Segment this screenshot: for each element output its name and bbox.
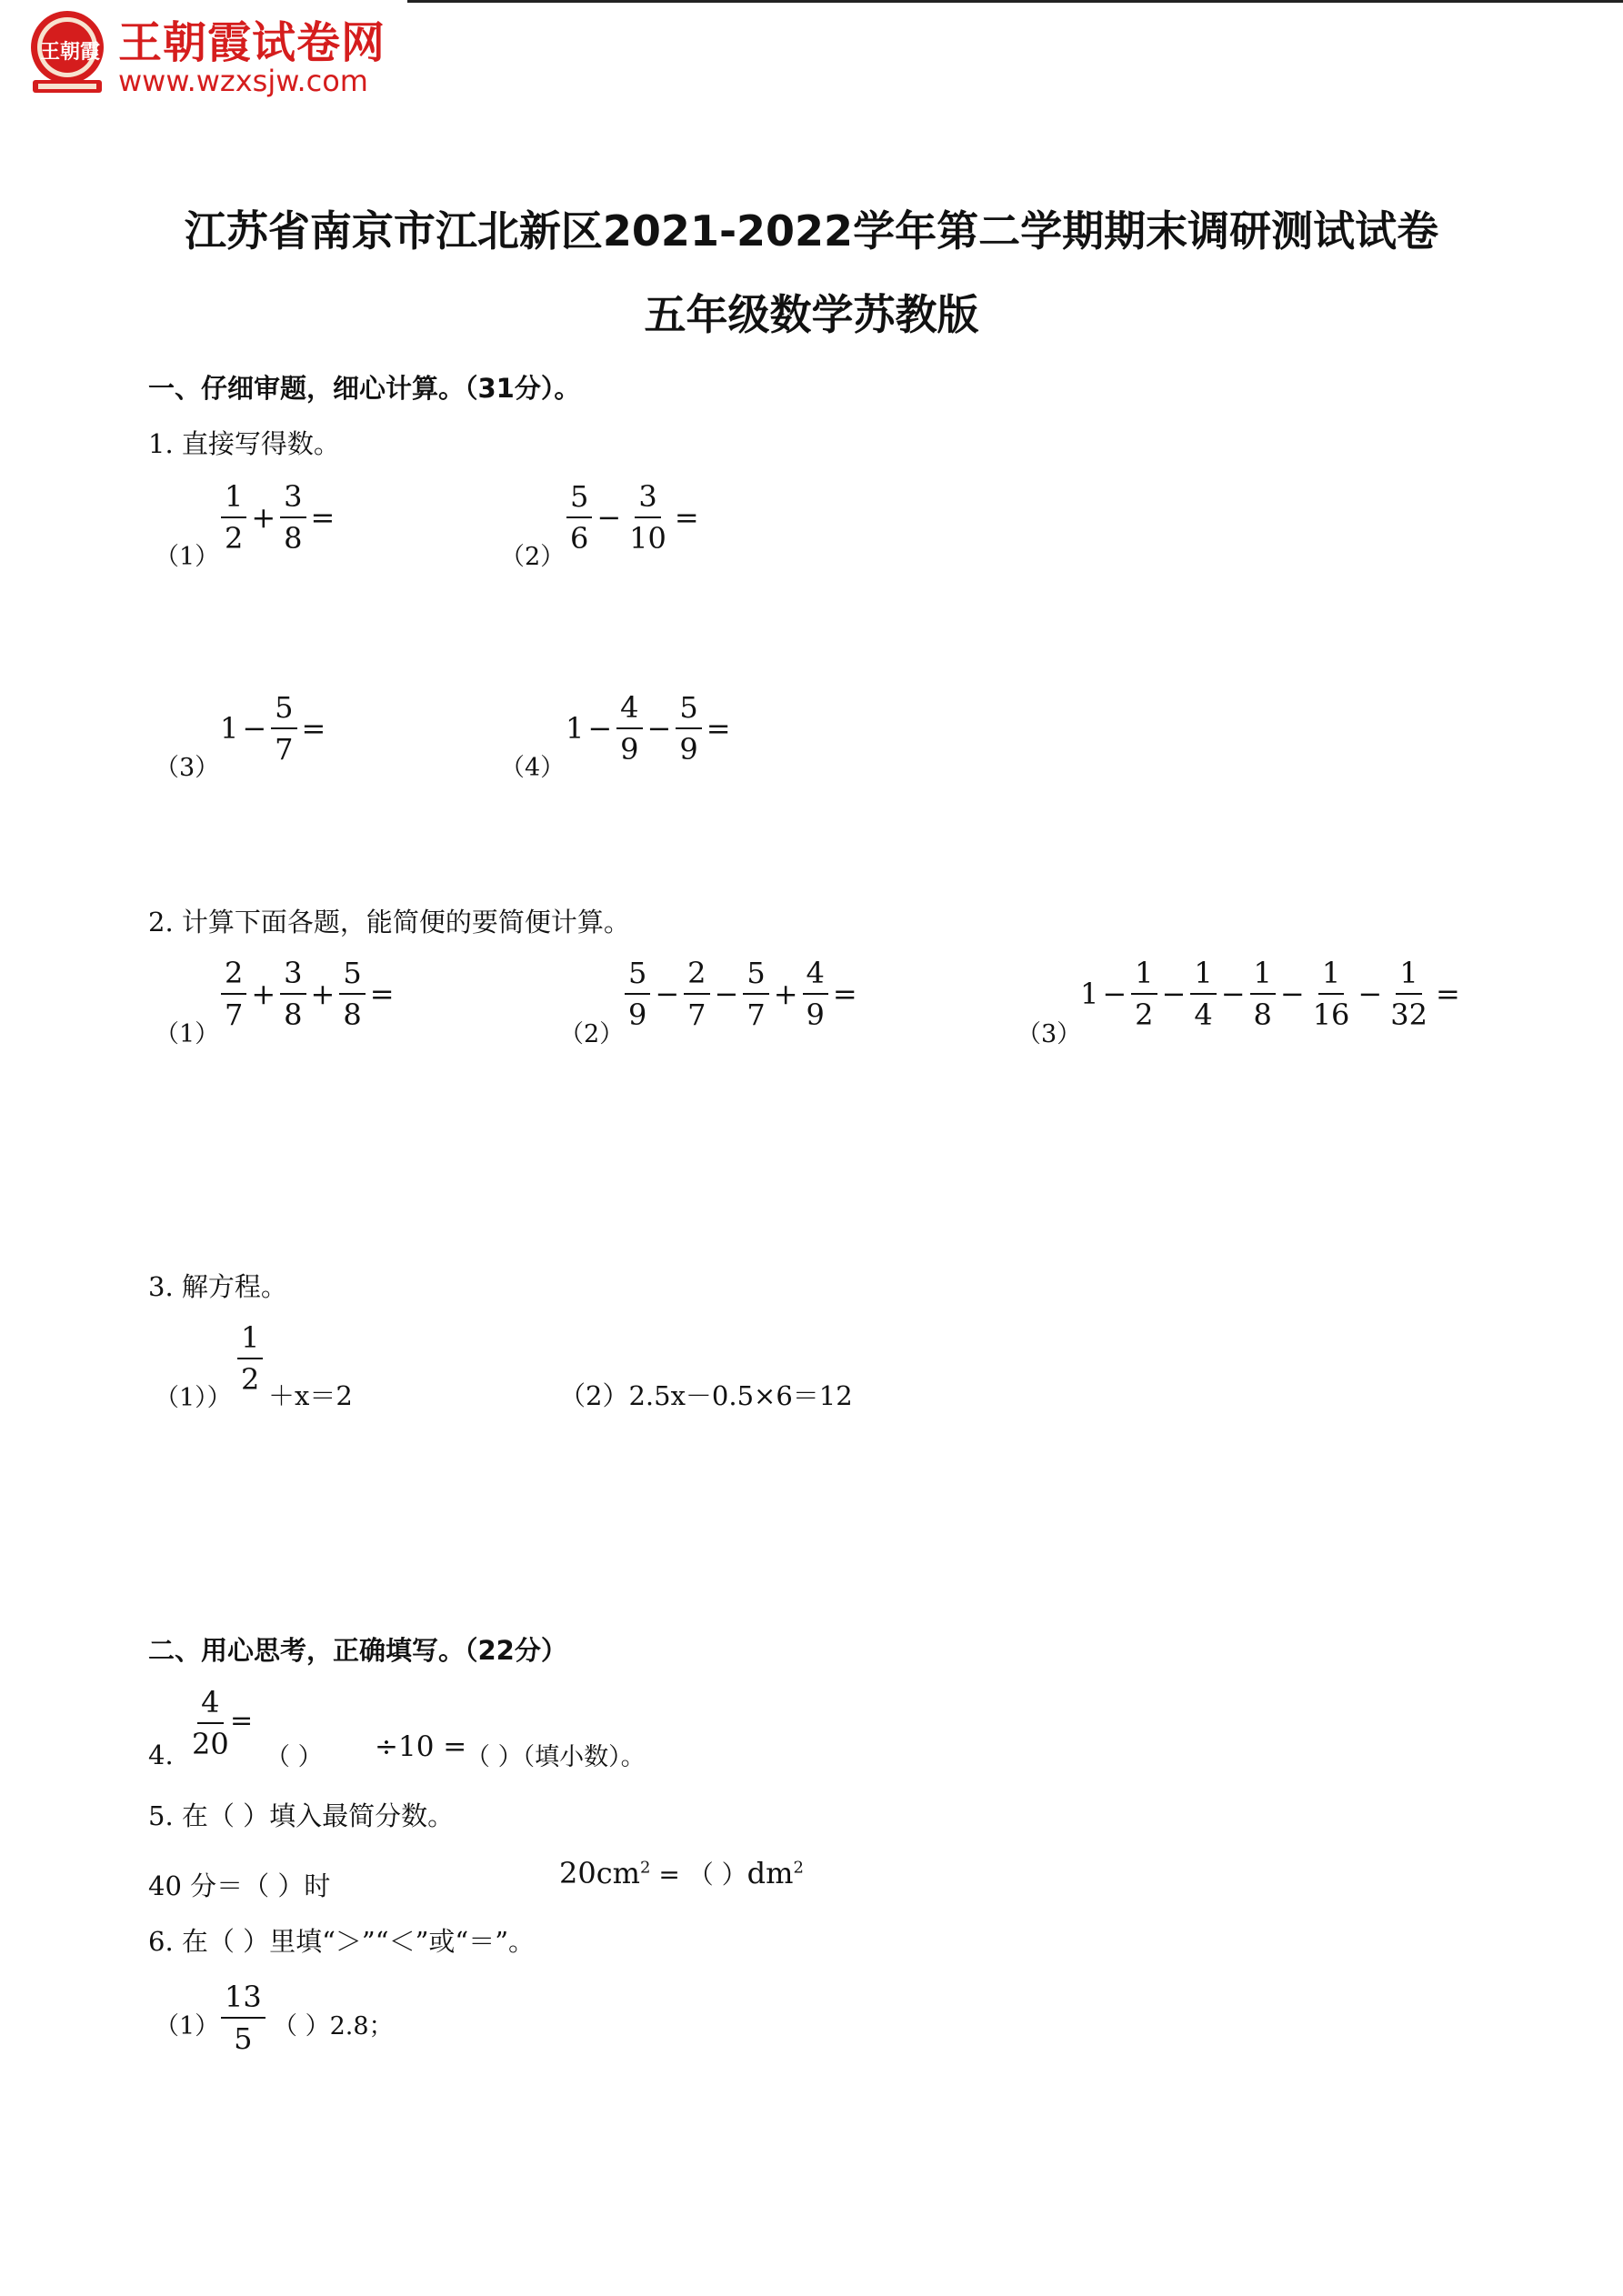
q5-b-sup: 2 — [639, 1858, 651, 1878]
denominator: 10 — [629, 521, 666, 556]
fraction — [1250, 956, 1276, 1032]
operator: + — [310, 977, 336, 1011]
fraction — [625, 956, 650, 1032]
q6-prompt: 6. 在（ ）里填“＞”“＜”或“＝”。 — [148, 1926, 536, 1957]
q4-divide: ÷10 = — [375, 1730, 467, 1763]
q2-item3-label: （3） — [1017, 1020, 1082, 1048]
operator: − — [714, 977, 739, 1011]
denominator: 2 — [241, 1362, 260, 1397]
operator: = — [310, 500, 336, 535]
numerator: 5 — [271, 693, 296, 729]
numerator: 1 — [1131, 958, 1157, 995]
operator: − — [596, 500, 622, 535]
operator: 1 — [1080, 977, 1099, 1011]
q5-item-a: 40 分＝（ ）时 — [148, 1870, 331, 1901]
denominator: 7 — [275, 732, 294, 767]
numerator: 4 — [197, 1688, 223, 1724]
logo-name: 王朝霞试卷网 — [118, 17, 386, 68]
operator: − — [587, 711, 613, 746]
denominator: 9 — [620, 732, 639, 767]
denominator: 2 — [1135, 998, 1154, 1032]
numerator: 3 — [280, 958, 306, 995]
fraction — [616, 690, 642, 767]
operator: − — [242, 711, 267, 746]
q2-item2-label: （2） — [559, 1020, 625, 1048]
fraction — [1131, 956, 1157, 1032]
fraction — [743, 956, 768, 1032]
operator: = — [369, 977, 395, 1011]
q1-item1-expr — [218, 479, 336, 556]
operator: = — [674, 500, 699, 535]
fraction — [221, 956, 246, 1032]
numerator: 2 — [684, 958, 709, 995]
numerator: 1 — [1396, 958, 1421, 995]
numerator: 13 — [221, 1982, 265, 2019]
q6-item1-frac — [218, 1980, 268, 2056]
numerator: 5 — [676, 693, 701, 729]
operator: − — [1279, 977, 1305, 1011]
operator: − — [1161, 977, 1187, 1011]
q4-number: 4. — [148, 1740, 174, 1770]
q3-item1-frac — [235, 1320, 265, 1397]
operator: 1 — [566, 711, 585, 746]
fraction — [271, 690, 296, 767]
q5-item-b — [559, 1855, 804, 1891]
q5-prompt: 5. 在（ ）填入最简分数。 — [148, 1800, 455, 1831]
operator: + — [773, 977, 798, 1011]
q2-item3-expr — [1078, 956, 1462, 1032]
numerator: 3 — [280, 482, 306, 518]
q5-b-blank: = （ ） — [650, 1860, 747, 1890]
operator: − — [655, 977, 680, 1011]
operator: + — [251, 500, 276, 535]
q6-item1-rest: （ ）2.8； — [273, 2012, 394, 2040]
q5-b-unit: dm — [746, 1856, 794, 1890]
q3-item1-label: （1）） — [155, 1384, 232, 1412]
q6-item1-label: （1） — [155, 2012, 220, 2040]
q3-item2: （2）2.5x－0.5×6＝12 — [559, 1380, 853, 1411]
q4-fraction — [185, 1685, 235, 1761]
fraction — [280, 479, 306, 556]
operator: − — [646, 711, 672, 746]
fraction — [280, 956, 306, 1032]
operator: 1 — [220, 711, 239, 746]
numerator: 1 — [1318, 958, 1344, 995]
q3-prompt: 3. 解方程。 — [148, 1271, 287, 1302]
denominator: 8 — [1253, 998, 1272, 1032]
operator: − — [1220, 977, 1246, 1011]
numerator: 5 — [743, 958, 768, 995]
page-subtitle: 五年级数学苏教版 — [644, 290, 979, 339]
fraction — [684, 956, 709, 1032]
operator: = — [1435, 977, 1460, 1011]
numerator: 1 — [237, 1323, 263, 1359]
q2-item1-expr — [218, 956, 396, 1032]
logo-seal-text: 王朝霞 — [40, 40, 101, 64]
denominator: 9 — [628, 998, 647, 1032]
operator: + — [251, 977, 276, 1011]
denominator: 20 — [192, 1727, 229, 1761]
fraction — [803, 956, 828, 1032]
fraction — [626, 479, 670, 556]
fraction — [676, 690, 701, 767]
denominator: 2 — [225, 521, 244, 556]
numerator: 4 — [803, 958, 828, 995]
fraction — [1309, 956, 1354, 1032]
denominator: 5 — [234, 2021, 253, 2056]
section2-heading: 二、用心思考，正确填写。（22分） — [148, 1635, 567, 1666]
q4-equals: = — [230, 1705, 254, 1737]
logo-url: www.wzxsjw.com — [118, 64, 368, 98]
q5-b-unit-sup: 2 — [793, 1858, 804, 1878]
denominator: 8 — [284, 521, 303, 556]
q4-blank1: （ ） — [265, 1743, 323, 1771]
numerator: 1 — [1250, 958, 1276, 995]
q2-item2-expr — [622, 956, 859, 1032]
denominator: 7 — [687, 998, 706, 1032]
denominator: 4 — [1194, 998, 1213, 1032]
q2-item1-label: （1） — [155, 1020, 220, 1048]
fraction — [566, 479, 592, 556]
denominator: 8 — [343, 998, 362, 1032]
fraction — [221, 1980, 265, 2056]
denominator: 32 — [1390, 998, 1428, 1032]
fraction — [1190, 956, 1216, 1032]
denominator: 16 — [1312, 998, 1350, 1032]
numerator: 5 — [339, 958, 365, 995]
numerator: 5 — [566, 482, 592, 518]
numerator: 1 — [221, 482, 246, 518]
numerator: 1 — [1190, 958, 1216, 995]
denominator: 9 — [806, 998, 825, 1032]
q3-item1-rest: ＋x＝2 — [268, 1380, 353, 1411]
q4-blank2: （ ）（填小数）。 — [466, 1743, 646, 1771]
operator: = — [301, 711, 326, 746]
numerator: 5 — [625, 958, 650, 995]
q1-item2-label: （2） — [500, 543, 566, 571]
q5-b-value: 20cm — [559, 1856, 640, 1890]
header-rule — [407, 0, 1623, 3]
operator: = — [706, 711, 731, 746]
fraction — [188, 1685, 233, 1761]
q1-item4-expr — [564, 690, 733, 767]
denominator: 7 — [746, 998, 766, 1032]
operator: − — [1102, 977, 1127, 1011]
operator: − — [1358, 977, 1383, 1011]
q1-item2-expr — [564, 479, 701, 556]
denominator: 6 — [570, 521, 589, 556]
fraction — [221, 479, 246, 556]
denominator: 9 — [679, 732, 698, 767]
q1-item1-label: （1） — [155, 543, 220, 571]
numerator: 2 — [221, 958, 246, 995]
q1-item3-expr — [218, 690, 327, 767]
operator: = — [832, 977, 857, 1011]
numerator: 4 — [616, 693, 642, 729]
denominator: 8 — [284, 998, 303, 1032]
q1-item4-label: （4） — [500, 754, 566, 782]
fraction — [339, 956, 365, 1032]
numerator: 3 — [635, 482, 660, 518]
fraction — [237, 1320, 263, 1397]
fraction — [1387, 956, 1431, 1032]
page-title: 江苏省南京市江北新区2021-2022学年第二学期期末调研测试试卷 — [184, 206, 1439, 256]
q1-item3-label: （3） — [155, 754, 220, 782]
q2-prompt: 2. 计算下面各题，能简便的要简便计算。 — [148, 907, 630, 937]
denominator: 7 — [225, 998, 244, 1032]
q1-prompt: 1. 直接写得数。 — [148, 428, 340, 459]
section1-heading: 一、仔细审题，细心计算。（31分）。 — [148, 373, 581, 404]
